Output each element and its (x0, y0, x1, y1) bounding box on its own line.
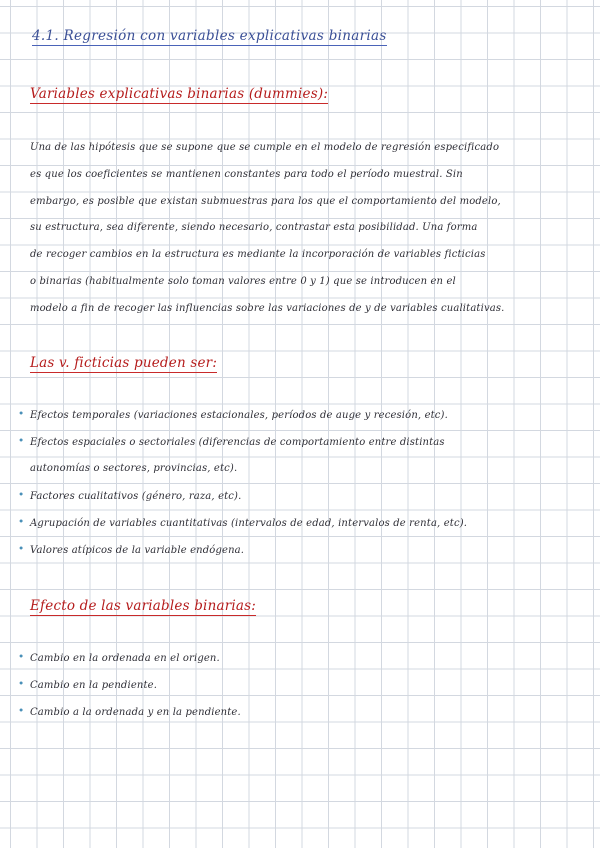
list-item: Factores cualitativos (género, raza, etc). (30, 491, 242, 502)
bullet-dot-icon: • (18, 705, 25, 717)
bullet-dot-icon: • (18, 408, 25, 420)
bullet-dot-icon: • (18, 678, 25, 690)
paragraph-line: Una de las hipótesis que se supone que se cumple en el modelo de regresión especificado (30, 142, 500, 153)
bullet-dot-icon: • (18, 651, 25, 663)
list-item: Efectos espaciales o sectoriales (diferencias de comportamiento entre distintas (30, 437, 445, 448)
list-item: Cambio a la ordenada y en la pendiente. (30, 707, 241, 718)
paragraph-line: de recoger cambios en la estructura es mediante la incorporación de variables ficticias (30, 249, 486, 260)
section-heading-ficticias: Las v. ficticias pueden ser: (30, 355, 218, 371)
paragraph-line: es que los coeficientes se mantienen constantes para todo el período muestral. Sin (30, 169, 463, 180)
bullet-dot-icon: • (18, 435, 25, 447)
bullet-dot-icon: • (18, 516, 25, 528)
section-heading-efecto: Efecto de las variables binarias: (30, 598, 257, 614)
page-title: 4.1. Regresión con variables explicativas binarias (32, 28, 387, 44)
bullet-dot-icon: • (18, 543, 25, 555)
list-item: Efectos temporales (variaciones estacionales, períodos de auge y recesión, etc). (30, 410, 448, 421)
list-item: Cambio en la pendiente. (30, 680, 158, 691)
bullet-dot-icon: • (18, 489, 25, 501)
list-item-continuation: autonomías o sectores, provincias, etc). (30, 463, 238, 474)
list-item: Cambio en la ordenada en el origen. (30, 653, 220, 664)
paragraph-line: embargo, es posible que existan submuestras para los que el comportamiento del modelo, (30, 196, 501, 207)
list-item: Valores atípicos de la variable endógena. (30, 545, 245, 556)
paragraph-line: su estructura, sea diferente, siendo necesario, contrastar esta posibilidad. Una forma (30, 222, 478, 233)
paragraph-line: o binarias (habitualmente solo toman valores entre 0 y 1) que se introducen en el (30, 276, 456, 287)
paragraph-line: modelo a fin de recoger las influencias sobre las variaciones de y de variables cualitativas. (30, 303, 505, 314)
section-heading-dummies: Variables explicativas binarias (dummies): (30, 86, 329, 102)
list-item: Agrupación de variables cuantitativas (intervalos de edad, intervalos de renta, etc). (30, 518, 468, 529)
